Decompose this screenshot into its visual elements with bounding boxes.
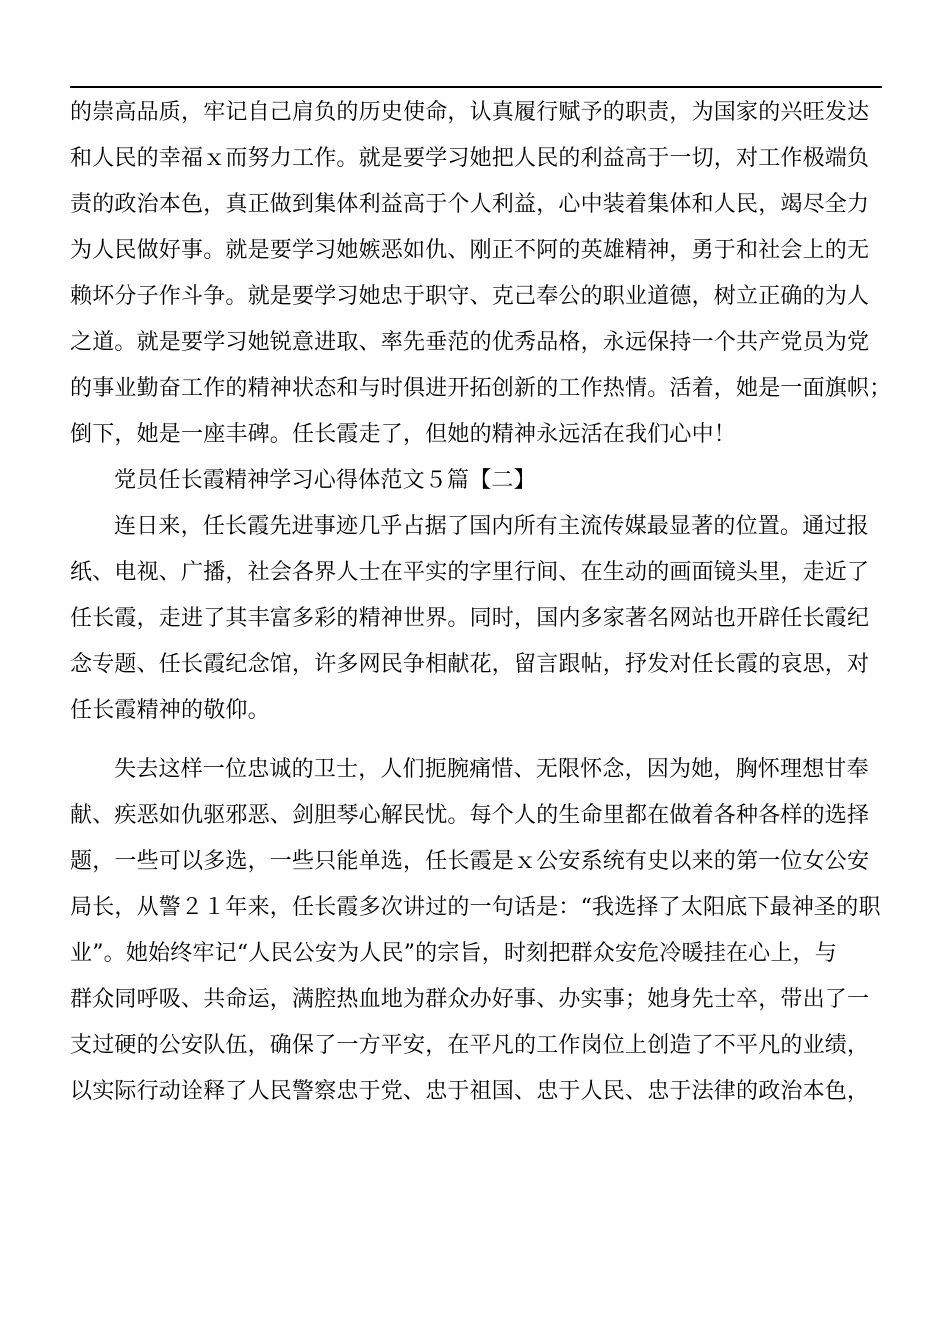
paragraph-spacer [70, 734, 882, 747]
text-line: 的事业勤奋工作的精神状态和与时俱进开拓创新的工作热情。活着，她是一面旗帜； [70, 376, 892, 401]
text-line: 连日来，任长霞先进事迹几乎占据了国内所有主流传媒最显著的位置。通过报 [114, 514, 869, 539]
paragraph-three [70, 747, 882, 1115]
paragraph-two [70, 504, 882, 734]
text-line: 为人民做好事。就是要学习她嫉恶如仇、刚正不阿的英雄精神，勇于和社会上的无 [70, 238, 870, 263]
text-line: 纸、电视、广播，社会各界人士在平实的字里行间、在生动的画面镜头里，走近了 [70, 560, 870, 585]
section-heading [70, 458, 882, 504]
continuation-paragraph [70, 90, 892, 458]
text-line: 题，一些可以多选，一些只能单选，任长霞是ｘ公安系统有史以来的第一位女公安 [70, 849, 870, 874]
section-heading-text: 党员任长霞精神学习心得体范文５篇【二】 [114, 468, 536, 493]
header-rule [70, 86, 882, 88]
text-line: 局长，从警２１年来，任长霞多次讲过的一句话是：“我选择了太阳底下最神圣的职 [70, 895, 881, 920]
text-line: 的崇高品质，牢记自己肩负的历史使命，认真履行赋予的职责，为国家的兴旺发达 [70, 100, 870, 125]
text-line: 责的政治本色，真正做到集体利益高于个人利益，心中装着集体和人民，竭尽全力 [70, 192, 870, 217]
document-page [70, 90, 892, 1115]
text-line: 之道。就是要学习她锐意进取、率先垂范的优秀品格，永远保持一个共产党员为党 [70, 330, 870, 355]
text-line: 赖坏分子作斗争。就是要学习她忠于职守、克己奉公的职业道德，树立正确的为人 [70, 284, 870, 309]
text-line: 和人民的幸福ｘ而努力工作。就是要学习她把人民的利益高于一切，对工作极端负 [70, 146, 870, 171]
text-line: 支过硬的公安队伍，确保了一方平安，在平凡的工作岗位上创造了不平凡的业绩， [70, 1033, 870, 1058]
text-line: 念专题、任长霞纪念馆，许多网民争相献花，留言跟帖，抒发对任长霞的哀思，对 [70, 652, 870, 677]
text-line: 倒下，她是一座丰碑。任长霞走了，但她的精神永远活在我们心中！ [70, 422, 737, 447]
text-line: 献、疾恶如仇驱邪恶、剑胆琴心解民忧。每个人的生命里都在做着各种各样的选择 [70, 803, 870, 828]
text-line: 业”。她始终牢记“人民公安为人民”的宗旨，时刻把群众安危冷暖挂在心上，与 [70, 941, 837, 966]
text-line: 群众同呼吸、共命运，满腔热血地为群众办好事、办实事；她身先士卒，带出了一 [70, 987, 870, 1012]
text-line: 任长霞，走进了其丰富多彩的精神世界。同时，国内多家著名网站也开辟任长霞纪 [70, 606, 870, 631]
text-line: 任长霞精神的敬仰。 [70, 698, 270, 723]
text-line: 以实际行动诠释了人民警察忠于党、忠于祖国、忠于人民、忠于法律的政治本色， [70, 1079, 870, 1104]
text-line: 失去这样一位忠诚的卫士，人们扼腕痛惜、无限怀念，因为她，胸怀理想甘奉 [114, 757, 869, 782]
